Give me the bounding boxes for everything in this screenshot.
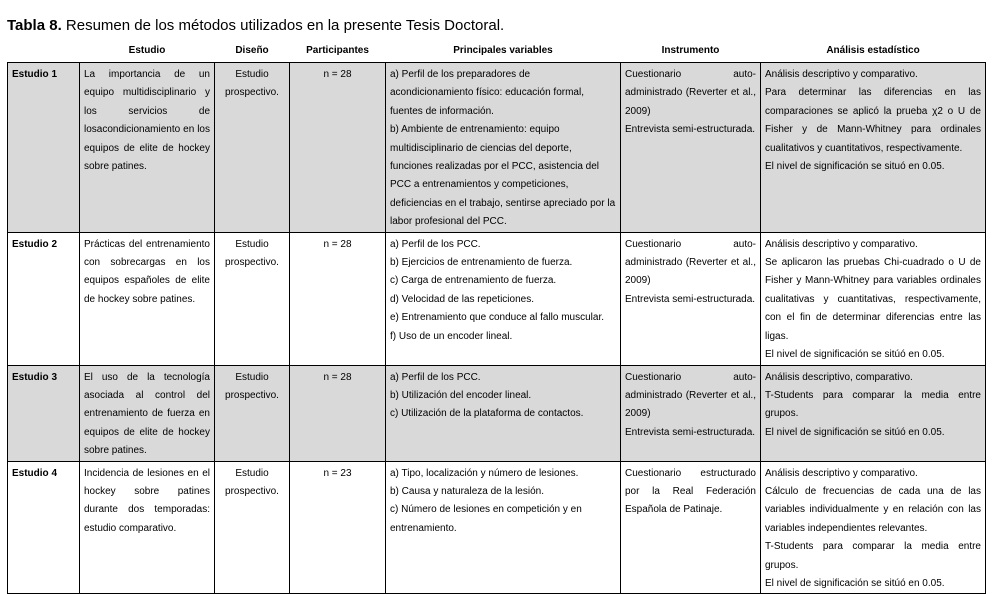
cell-participantes: n = 28: [290, 365, 386, 461]
cell-variables: [386, 232, 621, 365]
cell-instrumento: [621, 365, 761, 461]
variable-item: b) Causa y naturaleza de la lesión.: [390, 485, 544, 497]
cell-instrumento: [621, 232, 761, 365]
cell-estudio: Prácticas del entrenamiento con sobrecargas en los equipos españoles de elite de hockey sobre patines.: [80, 232, 215, 365]
header-blank: [8, 41, 80, 63]
analysis-item: T-Students para comparar la media entre grupos.: [765, 389, 981, 420]
cell-variables: [386, 461, 621, 594]
variable-item: a) Perfil de los PCC.: [390, 238, 481, 250]
analysis-item: T-Students para comparar la media entre grupos.: [765, 541, 981, 571]
variable-item: e) Entrenamiento que conduce al fallo muscular.: [390, 312, 605, 324]
cell-analisis: [761, 461, 986, 594]
analysis-item: Análisis descriptivo, comparativo.: [765, 371, 913, 383]
variable-item: c) Carga de entrenamiento de fuerza.: [390, 275, 557, 287]
cell-analisis: [761, 365, 986, 461]
cell-analisis: [761, 232, 986, 365]
header-analisis: Análisis estadístico: [761, 41, 986, 63]
analysis-item: El nivel de significación se sitúó en 0.05.: [765, 349, 945, 361]
cell-diseno: Estudio prospectivo.: [215, 461, 290, 594]
cell-estudio: La importancia de un equipo multidisciplinario y los servicios de losacondicionamiento en los equipos de elite de hockey sobre patines.: [80, 63, 215, 233]
instrument-item: Cuestionario estructurado por la Real Federación Española de Patinaje.: [625, 467, 756, 516]
variable-item: a) Perfil de los PCC.: [390, 371, 481, 383]
variable-item: b) Ejercicios de entrenamiento de fuerza.: [390, 257, 573, 269]
caption-label: Tabla 8.: [7, 17, 62, 34]
cell-diseno: Estudio prospectivo.: [215, 232, 290, 365]
instrument-item: Entrevista semi-estructurada.: [625, 426, 756, 438]
variable-item: b) Ambiente de entrenamiento: equipo multidisciplinario de ciencias del deporte, funciones realizadas por el PCC, asistencia del PCC a entrenamientos y competiciones, deficiencias en el trabajo, sentirse apreciado por la labor profesional del PCC.: [390, 124, 616, 228]
table-row: [8, 232, 986, 365]
instrument-item: Cuestionario auto-administrado (Reverter et al., 2009): [625, 69, 756, 117]
row-label: Estudio 3: [8, 365, 80, 461]
table-row: [8, 63, 986, 233]
variable-item: c) Número de lesiones en competición y en entrenamiento.: [390, 504, 582, 534]
header-participantes: Participantes: [290, 41, 386, 63]
table-row: [8, 365, 986, 461]
cell-diseno: Estudio prospectivo.: [215, 365, 290, 461]
cell-instrumento: [621, 63, 761, 233]
header-variables: Principales variables: [386, 41, 621, 63]
header-estudio: Estudio: [80, 41, 215, 63]
cell-variables: [386, 365, 621, 461]
header-diseno: Diseño: [215, 41, 290, 63]
row-label: Estudio 4: [8, 461, 80, 594]
caption-text: Resumen de los métodos utilizados en la presente Tesis Doctoral.: [61, 17, 505, 34]
cell-participantes: n = 28: [290, 232, 386, 365]
row-label: Estudio 2: [8, 232, 80, 365]
analysis-item: Se aplicaron las pruebas Chi-cuadrado o U de Fisher y Mann-Whitney para variables ordinales cualitativas y cuantitativas, respectivamente, con el fin de determinar diferencias entre las ligas.: [765, 257, 981, 342]
variable-item: b) Utilización del encoder lineal.: [390, 389, 532, 401]
cell-variables: [386, 63, 621, 233]
cell-instrumento: [621, 461, 761, 594]
analysis-item: Análisis descriptivo y comparativo.: [765, 69, 918, 80]
table-caption: [7, 17, 504, 35]
instrument-item: Entrevista semi-estructurada.: [625, 124, 756, 136]
cell-estudio: Incidencia de lesiones en el hockey sobre patines durante dos temporadas: estudio comparativo.: [80, 461, 215, 594]
cell-diseno: Estudio prospectivo.: [215, 63, 290, 233]
analysis-item: Para determinar las diferencias en las comparaciones se aplicó la prueba χ2 o U de Fisher y de Mann-Whitney para ordinales cualitativos y cuantitativos, respectivamente.: [765, 87, 981, 154]
variable-item: d) Velocidad de las repeticiones.: [390, 293, 534, 305]
analysis-item: Análisis descriptivo y comparativo.: [765, 238, 918, 250]
table-row: [8, 461, 986, 594]
variable-item: c) Utilización de la plataforma de contactos.: [390, 408, 584, 420]
analysis-item: El nivel de significación se sitúó en 0.05.: [765, 426, 945, 438]
row-label: Estudio 1: [8, 63, 80, 233]
variable-item: f) Uso de un encoder lineal.: [390, 330, 513, 342]
header-instrumento: Instrumento: [621, 41, 761, 63]
cell-participantes: n = 28: [290, 63, 386, 233]
variable-item: a) Tipo, localización y número de lesiones.: [390, 467, 579, 479]
analysis-item: El nivel de significación se situó en 0.05.: [765, 161, 945, 173]
table-header-row: [8, 41, 986, 63]
cell-participantes: n = 23: [290, 461, 386, 594]
instrument-item: Cuestionario auto-administrado (Reverter et al., 2009): [625, 371, 756, 420]
methods-table: [7, 41, 986, 594]
variable-item: a) Perfil de los preparadores de acondicionamiento físico: educación formal, fuentes de información.: [390, 69, 584, 117]
instrument-item: Entrevista semi-estructurada.: [625, 293, 756, 305]
cell-estudio: El uso de la tecnología asociada al control del entrenamiento de fuerza en equipos de elite de hockey sobre patines.: [80, 365, 215, 461]
instrument-item: Cuestionario auto-administrado (Reverter et al., 2009): [625, 238, 756, 287]
cell-analisis: [761, 63, 986, 233]
analysis-item: Análisis descriptivo y comparativo.: [765, 467, 918, 479]
analysis-item: El nivel de significación se sitúó en 0.05.: [765, 577, 945, 589]
analysis-item: Cálculo de frecuencias de cada una de las variables individualmente y en relación con las variables independientes relevantes.: [765, 485, 981, 534]
